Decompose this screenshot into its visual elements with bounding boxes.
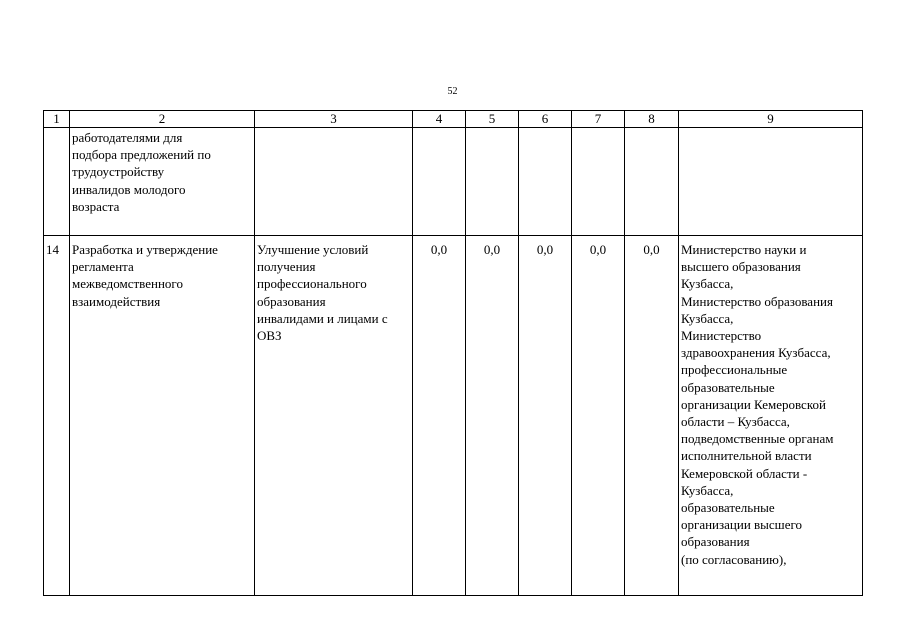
- column-number-row: [44, 111, 863, 128]
- column-number-8: 8: [625, 111, 679, 128]
- column-number-2: 2: [70, 111, 255, 128]
- row-number-cell: 14: [44, 236, 70, 596]
- column-number-4: 4: [413, 111, 466, 128]
- result-cell: [255, 128, 413, 236]
- value-cell: [413, 128, 466, 236]
- value-cell: [572, 128, 625, 236]
- executors-cell: [679, 128, 863, 236]
- column-number-5: 5: [466, 111, 519, 128]
- value-cell: [625, 128, 679, 236]
- value-cell: [466, 128, 519, 236]
- value-cell: 0,0: [519, 236, 572, 596]
- value-cell: 0,0: [413, 236, 466, 596]
- value-cell: 0,0: [466, 236, 519, 596]
- column-number-6: 6: [519, 111, 572, 128]
- activity-cell: Разработка и утверждение регламента межведомственного взаимодействия: [70, 236, 255, 596]
- program-table: [43, 110, 863, 596]
- column-number-1: 1: [44, 111, 70, 128]
- column-number-7: 7: [572, 111, 625, 128]
- value-cell: 0,0: [572, 236, 625, 596]
- row-number-cell: [44, 128, 70, 236]
- result-cell: Улучшение условий получения профессионального образования инвалидами и лицами с ОВЗ: [255, 236, 413, 596]
- activity-cell: работодателями для подбора предложений по трудоустройству инвалидов молодого возраста: [70, 128, 255, 236]
- executors-cell: Министерство науки и высшего образования Кузбасса, Министерство образования Кузбасса, Министерство здравоохранения Кузбасса, профессиональные образовательные организации Кемеровской области – Кузбасса, подведомственные органам исполнительной власти Кемеровской области - Кузбасса, образовательные организации высшего образования (по согласованию),: [679, 236, 863, 596]
- page-number: 52: [447, 86, 458, 97]
- table-row-continued: [44, 128, 863, 236]
- value-cell: 0,0: [625, 236, 679, 596]
- value-cell: [519, 128, 572, 236]
- column-number-3: 3: [255, 111, 413, 128]
- column-number-9: 9: [679, 111, 863, 128]
- table-row-14: [44, 236, 863, 596]
